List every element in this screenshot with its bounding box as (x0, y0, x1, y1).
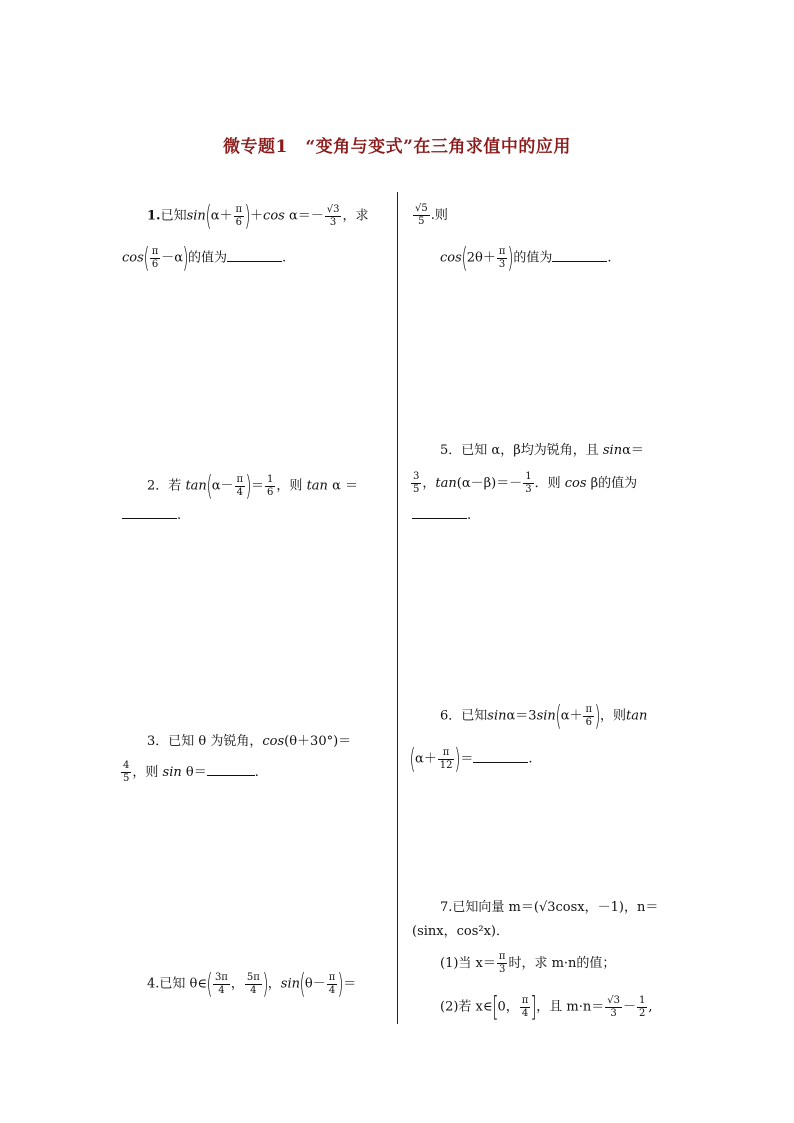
question-text: 的值为 (188, 250, 228, 266)
question-1-line1: 1.已知sin(α＋ $\frac{\pi}{6}$ )＋cos α＝－ $\frac{√3}{3}$ ，求 (147, 199, 369, 232)
question-number: 2． (147, 478, 169, 494)
question-7-line1 (440, 898, 658, 918)
question-text: , (648, 999, 653, 1015)
question-6-line2: (α＋ $\frac{\pi}{12}$ )＝ . (409, 742, 533, 775)
question-7-sub2: (2)若 x∈[0， $\frac{\pi}{4}$ ]，且 m·n＝ $\frac{√3}{3}$ － $\frac{1}{2}$ , (440, 990, 653, 1023)
question-7-sub1: (1)当 x＝ $\frac{\pi}{3}$ 时，求 m·n的值； (440, 951, 616, 975)
question-5-line3 (412, 506, 471, 526)
question-text: 已知 θ 为锐角， (168, 734, 263, 749)
question-text: ，且 m·n＝ (536, 999, 605, 1015)
question-text: ．则 (534, 476, 561, 491)
answer-blank[interactable] (122, 506, 177, 519)
question-number: 5． (440, 443, 462, 458)
answer-blank[interactable] (473, 750, 528, 763)
question-text: ，则 (600, 708, 627, 724)
question-text: ＝ (630, 443, 644, 458)
question-text: ，求 (342, 208, 369, 224)
question-text: 的值为 (513, 250, 553, 266)
period: . (254, 765, 259, 780)
answer-blank[interactable] (412, 506, 467, 519)
question-text: 的值为 (598, 476, 638, 491)
question-number: 3． (147, 734, 169, 749)
question-5-line2: $\frac{3}{5}$ ，tan(α－β)＝－ $\frac{1}{3}$ ．则 cos β的值为 (413, 471, 638, 495)
question-3-line2: $\frac{4}{5}$ ，则 sin θ＝ . (123, 760, 259, 784)
question-text: ＝ (343, 976, 357, 992)
question-7-line2 (412, 922, 509, 942)
question-text: ， (422, 476, 436, 491)
question-text: .则 (430, 208, 448, 223)
question-text: 已知向量 m＝(√3cosx，－1)，n＝ (452, 900, 659, 915)
column-divider (397, 192, 398, 1024)
question-5-line1: 5．已知 α，β均为锐角，且 sinα＝ (440, 443, 644, 458)
question-text: ＝ (460, 751, 474, 767)
question-text: 若 (168, 478, 182, 494)
question-4-line3: cos(2θ＋ $\frac{\pi}{3}$ )的值为 . (440, 241, 612, 274)
question-1-line2: cos( $\frac{\pi}{6}$ －α)的值为 . (122, 241, 287, 274)
question-text: ＝ (193, 765, 207, 780)
question-text: (sinx，cos²x)． (412, 924, 509, 939)
period: . (607, 250, 612, 266)
question-number: 7. (440, 900, 453, 915)
question-6-line1: 6．已知sinα＝3sin(α＋ $\frac{\pi}{6}$ )，则tan (440, 699, 648, 732)
question-3-line1: 3．已知 θ 为锐角，cos(θ＋30°)＝ (147, 734, 352, 749)
answer-blank[interactable] (227, 249, 282, 262)
answer-blank[interactable] (207, 763, 255, 776)
question-4-line2: $\frac{√5}{5}$ .则 (415, 203, 448, 227)
question-text: 已知 θ∈ (159, 976, 207, 992)
question-4-line1: 4.已知 θ∈( $\frac{3\pi}{4}$ ， $\frac{5\pi}{4}$ )，sin(θ－ $\frac{\pi}{4}$ )＝ (147, 967, 357, 1000)
period: . (528, 751, 533, 767)
question-number: 6． (440, 708, 462, 724)
period: . (177, 508, 182, 523)
period: . (282, 250, 287, 266)
question-2-line1: 2．若 tan(α－ $\frac{\pi}{4}$ )＝ $\frac{1}{6}$ ，则 tan α ＝ (147, 469, 358, 502)
period: . (467, 508, 472, 523)
question-text: ，则 (132, 765, 159, 780)
question-text: 已知 (461, 708, 488, 724)
question-number: 4. (147, 976, 160, 992)
question-text: (2)若 x∈ (440, 999, 493, 1015)
question-text: 时，求 m·n的值； (508, 956, 616, 971)
question-text: (1)当 x＝ (440, 956, 496, 971)
page-title: 微专题1 “变角与变式”在三角求值中的应用 (223, 137, 571, 157)
answer-blank[interactable] (552, 249, 607, 262)
question-number: 1. (147, 208, 161, 224)
question-text: ＝ (344, 478, 358, 494)
question-text: 已知 (160, 208, 187, 224)
question-2-line2 (122, 506, 181, 526)
question-text: ，则 (276, 478, 303, 494)
question-text: 已知 α，β均为锐角，且 (461, 443, 599, 458)
question-text: ＝ (338, 734, 352, 749)
